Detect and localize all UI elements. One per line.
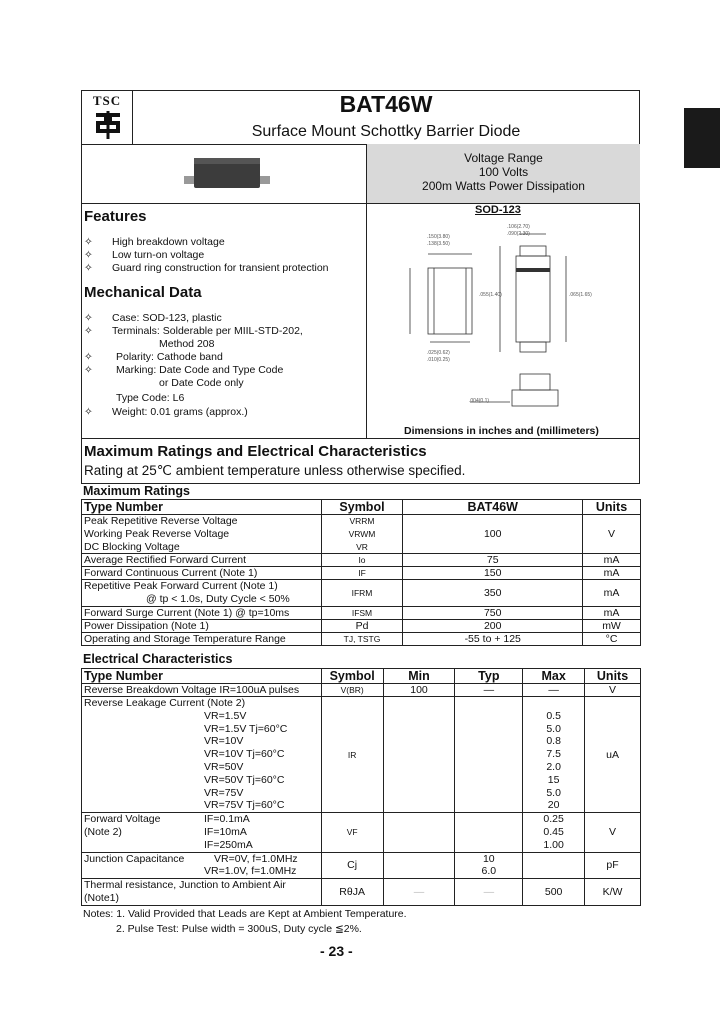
table-row: [82, 684, 641, 697]
min-cell: [383, 697, 455, 813]
column-header: BAT46W: [403, 500, 583, 515]
symbol-cell: RθJA: [321, 879, 383, 906]
symbol-cell: V(BR): [321, 684, 383, 697]
param-cell: Reverse Leakage Current (Note 2) VR=1.5V VR=1.5V Tj=60°C VR=10V VR=10V Tj=60°C VR=50V VR=50V Tj=60°C VR=75V VR=75V Tj=60°C: [82, 697, 322, 813]
tsc-logo-icon: [92, 109, 124, 141]
dim-label: .065(1.65): [569, 292, 592, 298]
voltage-value: 100 Volts: [478, 165, 529, 179]
param-cell: Operating and Storage Temperature Range: [82, 632, 322, 645]
typ-cell: —: [455, 879, 523, 906]
unit-cell: mA: [583, 567, 641, 580]
datasheet-header: [81, 90, 640, 145]
symbol-cell: VF: [321, 813, 383, 852]
voltage-summary-box: [367, 144, 640, 203]
value-cell: 350: [403, 580, 583, 607]
typ-cell: [455, 813, 523, 852]
param-cell: Reverse Breakdown Voltage IR=100uA pulses: [82, 684, 322, 697]
unit-cell: mA: [583, 606, 641, 619]
unit-cell: V: [583, 515, 641, 554]
column-header: Type Number: [82, 500, 322, 515]
value-cell: 200: [403, 619, 583, 632]
param-cell: Junction Capacitance VR=0V, f=1.0MHz VR=1.0V, f=1.0MHz: [82, 852, 322, 879]
diamond-bullet-icon: ✧: [84, 312, 93, 324]
min-cell: —: [383, 879, 455, 906]
symbol-cell: Pd: [321, 619, 403, 632]
unit-cell: uA: [585, 697, 641, 813]
value-cell: 750: [403, 606, 583, 619]
column-header: Units: [583, 500, 641, 515]
param-cell: Forward Voltage (Note 2) IF=0.1mA IF=10mA IF=250mA: [82, 813, 322, 852]
param-cell: Average Rectified Forward Current: [82, 554, 322, 567]
param-cell: Peak Repetitive Reverse Voltage Working Peak Reverse Voltage DC Blocking Voltage: [82, 515, 322, 554]
max-cell: 0.5 5.0 0.8 7.5 2.0 15 5.0 20: [523, 697, 585, 813]
typ-cell: 10 6.0: [455, 852, 523, 879]
power-dissipation: 200m Watts Power Dissipation: [422, 179, 585, 193]
param-cell: Forward Surge Current (Note 1) @ tp=10ms: [82, 606, 322, 619]
unit-cell: V: [585, 684, 641, 697]
symbol-cell: IR: [321, 697, 383, 813]
table-row: [82, 606, 641, 619]
unit-cell: °C: [583, 632, 641, 645]
max-cell: —: [523, 684, 585, 697]
diamond-bullet-icon: ✧: [84, 236, 93, 248]
table-row: [82, 852, 641, 879]
symbol-cell: Io: [321, 554, 403, 567]
param-cell: Power Dissipation (Note 1): [82, 619, 322, 632]
column-header: Max: [523, 669, 585, 684]
value-cell: 150: [403, 567, 583, 580]
table-row: [82, 554, 641, 567]
ratings-title: Maximum Ratings and Electrical Characteristics: [84, 443, 427, 460]
dim-label: .090(2.30): [507, 231, 530, 237]
unit-cell: V: [585, 813, 641, 852]
mechanical-title: Mechanical Data: [84, 284, 202, 301]
ratings-intro: [81, 439, 640, 484]
min-cell: 100: [383, 684, 455, 697]
table-row: [82, 813, 641, 852]
typ-cell: [455, 697, 523, 813]
dim-label: .055(1.40): [479, 292, 502, 298]
diamond-bullet-icon: ✧: [84, 325, 93, 337]
symbol-cell: TJ, TSTG: [321, 632, 403, 645]
min-cell: [383, 852, 455, 879]
max-cell: [523, 852, 585, 879]
max-cell: 0.25 0.45 1.00: [523, 813, 585, 852]
ratings-subtitle: Rating at 25℃ ambient temperature unless otherwise specified.: [84, 463, 466, 478]
max-ratings-title: Maximum Ratings: [83, 484, 190, 498]
voltage-range-label: Voltage Range: [464, 151, 543, 165]
column-header: Symbol: [321, 500, 403, 515]
column-header: Min: [383, 669, 455, 684]
note-2: 2. Pulse Test: Pulse width = 300uS, Duty cycle ≦2%.: [116, 923, 362, 935]
component-photo: [182, 150, 272, 194]
typ-cell: —: [455, 684, 523, 697]
electrical-title: Electrical Characteristics: [83, 652, 233, 666]
min-cell: [383, 813, 455, 852]
electrical-table: [81, 668, 641, 906]
table-row: [82, 632, 641, 645]
diamond-bullet-icon: ✧: [84, 364, 93, 376]
table-row: [82, 697, 641, 813]
logo: [82, 91, 133, 145]
features-title: Features: [84, 208, 147, 225]
overview-panel: [81, 144, 640, 439]
column-header: Symbol: [321, 669, 383, 684]
dim-label: .025(0.62): [427, 350, 450, 356]
dim-label: .004(0.1): [469, 398, 490, 404]
dimensions-caption: Dimensions in inches and (millimeters): [404, 425, 599, 437]
diamond-bullet-icon: ✧: [84, 351, 93, 363]
section-tab-marker: [684, 108, 720, 168]
table-row: [82, 879, 641, 906]
table-header-row: [82, 500, 641, 515]
value-cell: 100: [403, 515, 583, 554]
diamond-bullet-icon: ✧: [84, 406, 93, 418]
row-divider: [82, 203, 640, 204]
column-header: Typ: [455, 669, 523, 684]
param-cell: Forward Continuous Current (Note 1): [82, 567, 322, 580]
page-number: - 23 -: [320, 943, 353, 959]
part-number-title: BAT46W: [339, 91, 433, 117]
table-row: [82, 619, 641, 632]
column-header: Type Number: [82, 669, 322, 684]
table-header-row: [82, 669, 641, 684]
symbol-cell: Cj: [321, 852, 383, 879]
unit-cell: pF: [585, 852, 641, 879]
features-list: ✧ High breakdown voltage ✧ Low turn-on voltage ✧ Guard ring construction for transient protection: [84, 236, 329, 274]
param-cell: Thermal resistance, Junction to Ambient Air (Note1): [82, 879, 322, 906]
part-subtitle: Surface Mount Schottky Barrier Diode: [251, 123, 521, 140]
table-row: [82, 567, 641, 580]
unit-cell: K/W: [585, 879, 641, 906]
table-row: [82, 580, 641, 607]
dim-label: .138(3.50): [427, 241, 450, 247]
unit-cell: mA: [583, 580, 641, 607]
logo-text: TSC: [92, 93, 122, 108]
package-outline-drawing: [370, 216, 638, 416]
value-cell: 75: [403, 554, 583, 567]
column-header: Units: [585, 669, 641, 684]
table-row: [82, 515, 641, 554]
symbol-cell: IFSM: [321, 606, 403, 619]
symbol-cell: IFRM: [321, 580, 403, 607]
dim-label: .150(3.80): [427, 234, 450, 240]
diamond-bullet-icon: ✧: [84, 262, 93, 274]
unit-cell: mW: [583, 619, 641, 632]
value-cell: -55 to + 125: [403, 632, 583, 645]
max-ratings-table: [81, 499, 641, 646]
symbol-cell: IF: [321, 567, 403, 580]
note-1: Notes: 1. Valid Provided that Leads are Kept at Ambient Temperature.: [83, 908, 407, 920]
mechanical-list: ✧ Case: SOD-123, plastic ✧ Terminals: Solderable per MIIL-STD-202, Method 208 ✧ Polarity: Cathode band ✧ Marking: Date Code and Type Code or Date Code only Type Code: L6 ✧ Weight: 0.01 grams (approx.): [84, 312, 303, 418]
package-title: SOD-123: [475, 204, 521, 216]
unit-cell: mA: [583, 554, 641, 567]
diamond-bullet-icon: ✧: [84, 249, 93, 261]
symbol-cell: VRRM VRWM VR: [321, 515, 403, 554]
dim-label: .010(0.25): [427, 357, 450, 363]
max-cell: 500: [523, 879, 585, 906]
dim-label: .106(2.70): [507, 224, 530, 230]
param-cell: Repetitive Peak Forward Current (Note 1) @ tp < 1.0s, Duty Cycle < 50%: [82, 580, 322, 607]
